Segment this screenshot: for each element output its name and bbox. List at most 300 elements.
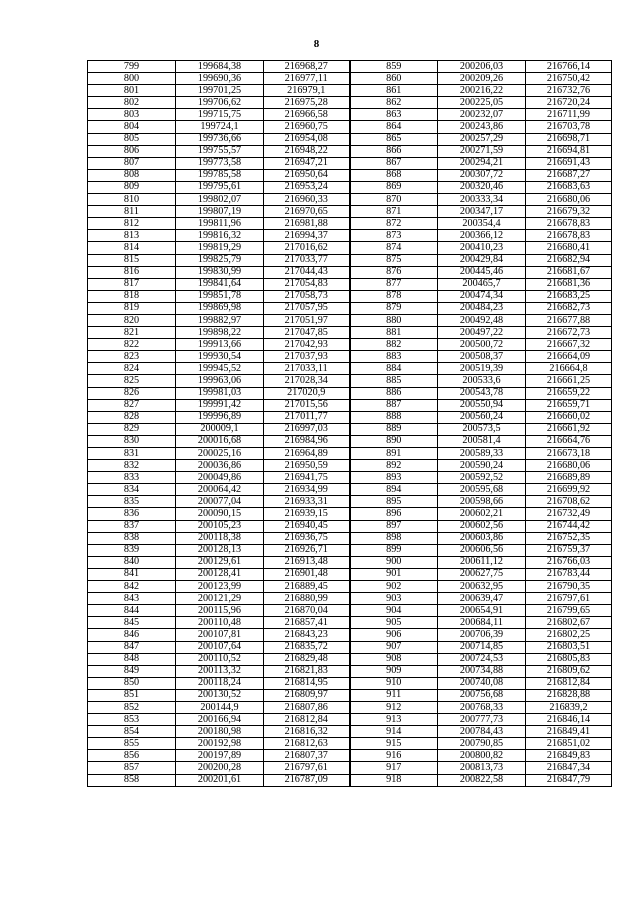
y-coordinate-right: 216682,94 xyxy=(526,254,612,266)
x-coordinate-right: 200714,85 xyxy=(438,641,526,653)
x-coordinate-right: 200445,46 xyxy=(438,266,526,278)
point-number-right: 888 xyxy=(350,411,438,423)
y-coordinate-left: 217011,77 xyxy=(264,411,350,423)
table-row xyxy=(88,314,612,326)
x-coordinate-left: 199701,25 xyxy=(176,85,264,97)
point-number-left: 834 xyxy=(88,484,176,496)
y-coordinate-right: 216720,24 xyxy=(526,97,612,109)
y-coordinate-left: 216948,22 xyxy=(264,145,350,157)
x-coordinate-left: 200129,61 xyxy=(176,556,264,568)
y-coordinate-left: 216901,48 xyxy=(264,568,350,580)
y-coordinate-right: 216691,43 xyxy=(526,157,612,169)
x-coordinate-right: 200225,05 xyxy=(438,97,526,109)
y-coordinate-right: 216698,71 xyxy=(526,133,612,145)
table-row xyxy=(88,351,612,363)
table-row xyxy=(88,617,612,629)
x-coordinate-left: 199825,79 xyxy=(176,254,264,266)
x-coordinate-left: 199913,66 xyxy=(176,339,264,351)
y-coordinate-right: 216849,83 xyxy=(526,750,612,762)
x-coordinate-right: 200800,82 xyxy=(438,750,526,762)
x-coordinate-left: 200115,96 xyxy=(176,605,264,617)
y-coordinate-left: 216816,32 xyxy=(264,726,350,738)
y-coordinate-left: 216913,48 xyxy=(264,556,350,568)
x-coordinate-right: 200740,08 xyxy=(438,677,526,689)
point-number-left: 846 xyxy=(88,629,176,641)
table-row xyxy=(88,568,612,580)
point-number-right: 867 xyxy=(350,157,438,169)
y-coordinate-right: 216783,44 xyxy=(526,568,612,580)
y-coordinate-right: 216802,25 xyxy=(526,629,612,641)
table-row xyxy=(88,556,612,568)
y-coordinate-left: 216939,15 xyxy=(264,508,350,520)
table-row xyxy=(88,605,612,617)
y-coordinate-right: 216699,92 xyxy=(526,484,612,496)
point-number-right: 906 xyxy=(350,629,438,641)
point-number-left: 853 xyxy=(88,714,176,726)
y-coordinate-right: 216703,78 xyxy=(526,121,612,133)
x-coordinate-left: 200144,9 xyxy=(176,701,264,713)
x-coordinate-left: 200130,52 xyxy=(176,689,264,701)
table-row xyxy=(88,460,612,472)
point-number-right: 876 xyxy=(350,266,438,278)
point-number-right: 918 xyxy=(350,774,438,786)
x-coordinate-right: 200602,56 xyxy=(438,520,526,532)
x-coordinate-left: 199830,99 xyxy=(176,266,264,278)
point-number-right: 862 xyxy=(350,97,438,109)
x-coordinate-right: 200706,39 xyxy=(438,629,526,641)
point-number-left: 808 xyxy=(88,169,176,181)
y-coordinate-right: 216766,03 xyxy=(526,556,612,568)
point-number-right: 899 xyxy=(350,544,438,556)
y-coordinate-right: 216828,88 xyxy=(526,689,612,701)
x-coordinate-right: 200573,5 xyxy=(438,423,526,435)
table-row xyxy=(88,653,612,665)
y-coordinate-right: 216847,34 xyxy=(526,762,612,774)
point-number-right: 889 xyxy=(350,423,438,435)
point-number-right: 908 xyxy=(350,653,438,665)
point-number-left: 841 xyxy=(88,568,176,580)
y-coordinate-right: 216680,06 xyxy=(526,460,612,472)
point-number-left: 843 xyxy=(88,593,176,605)
x-coordinate-left: 199981,03 xyxy=(176,387,264,399)
x-coordinate-right: 200484,23 xyxy=(438,302,526,314)
y-coordinate-right: 216812,84 xyxy=(526,677,612,689)
x-coordinate-left: 200192,98 xyxy=(176,738,264,750)
point-number-right: 864 xyxy=(350,121,438,133)
y-coordinate-left: 216977,11 xyxy=(264,73,350,85)
x-coordinate-right: 200206,03 xyxy=(438,61,526,73)
y-coordinate-left: 217054,83 xyxy=(264,278,350,290)
x-coordinate-right: 200560,24 xyxy=(438,411,526,423)
x-coordinate-right: 200257,29 xyxy=(438,133,526,145)
x-coordinate-right: 200813,73 xyxy=(438,762,526,774)
x-coordinate-left: 199819,29 xyxy=(176,242,264,254)
y-coordinate-left: 216979,1 xyxy=(264,85,350,97)
y-coordinate-right: 216732,49 xyxy=(526,508,612,520)
table-row xyxy=(88,581,612,593)
x-coordinate-right: 200320,46 xyxy=(438,181,526,193)
page-number: 8 xyxy=(313,38,320,50)
coordinates-table-body xyxy=(88,61,612,787)
x-coordinate-left: 199690,36 xyxy=(176,73,264,85)
point-number-right: 881 xyxy=(350,327,438,339)
point-number-left: 813 xyxy=(88,230,176,242)
table-row xyxy=(88,133,612,145)
x-coordinate-right: 200639,47 xyxy=(438,593,526,605)
point-number-left: 836 xyxy=(88,508,176,520)
y-coordinate-right: 216678,83 xyxy=(526,230,612,242)
y-coordinate-right: 216687,27 xyxy=(526,169,612,181)
point-number-right: 910 xyxy=(350,677,438,689)
point-number-right: 894 xyxy=(350,484,438,496)
y-coordinate-left: 216889,45 xyxy=(264,581,350,593)
x-coordinate-right: 200822,58 xyxy=(438,774,526,786)
table-row xyxy=(88,593,612,605)
point-number-right: 896 xyxy=(350,508,438,520)
point-number-left: 809 xyxy=(88,181,176,193)
table-row xyxy=(88,61,612,73)
y-coordinate-left: 217020,9 xyxy=(264,387,350,399)
point-number-left: 816 xyxy=(88,266,176,278)
table-row xyxy=(88,218,612,230)
point-number-right: 916 xyxy=(350,750,438,762)
point-number-left: 806 xyxy=(88,145,176,157)
point-number-right: 914 xyxy=(350,726,438,738)
y-coordinate-left: 216812,84 xyxy=(264,714,350,726)
x-coordinate-left: 199898,22 xyxy=(176,327,264,339)
x-coordinate-right: 200519,39 xyxy=(438,363,526,375)
x-coordinate-left: 200200,28 xyxy=(176,762,264,774)
point-number-right: 866 xyxy=(350,145,438,157)
y-coordinate-left: 216954,08 xyxy=(264,133,350,145)
x-coordinate-right: 200734,88 xyxy=(438,665,526,677)
y-coordinate-right: 216839,2 xyxy=(526,701,612,713)
point-number-right: 878 xyxy=(350,290,438,302)
table-row xyxy=(88,73,612,85)
y-coordinate-left: 217058,73 xyxy=(264,290,350,302)
y-coordinate-left: 216835,72 xyxy=(264,641,350,653)
x-coordinate-right: 200216,22 xyxy=(438,85,526,97)
y-coordinate-left: 216950,64 xyxy=(264,169,350,181)
x-coordinate-right: 200410,23 xyxy=(438,242,526,254)
table-row xyxy=(88,399,612,411)
y-coordinate-right: 216677,88 xyxy=(526,314,612,326)
x-coordinate-left: 200009,1 xyxy=(176,423,264,435)
x-coordinate-left: 200036,86 xyxy=(176,460,264,472)
y-coordinate-left: 216807,37 xyxy=(264,750,350,762)
y-coordinate-right: 216849,41 xyxy=(526,726,612,738)
point-number-right: 859 xyxy=(350,61,438,73)
point-number-left: 845 xyxy=(88,617,176,629)
x-coordinate-left: 199795,61 xyxy=(176,181,264,193)
table-row xyxy=(88,169,612,181)
y-coordinate-left: 217037,93 xyxy=(264,351,350,363)
x-coordinate-right: 200474,34 xyxy=(438,290,526,302)
point-number-right: 869 xyxy=(350,181,438,193)
x-coordinate-right: 200768,33 xyxy=(438,701,526,713)
y-coordinate-right: 216708,62 xyxy=(526,496,612,508)
y-coordinate-right: 216678,83 xyxy=(526,218,612,230)
table-row xyxy=(88,435,612,447)
point-number-right: 883 xyxy=(350,351,438,363)
point-number-right: 873 xyxy=(350,230,438,242)
point-number-right: 882 xyxy=(350,339,438,351)
table-row xyxy=(88,544,612,556)
x-coordinate-left: 200123,99 xyxy=(176,581,264,593)
x-coordinate-right: 200500,72 xyxy=(438,339,526,351)
point-number-right: 907 xyxy=(350,641,438,653)
point-number-right: 872 xyxy=(350,218,438,230)
table-row xyxy=(88,327,612,339)
x-coordinate-left: 199807,19 xyxy=(176,206,264,218)
table-row xyxy=(88,97,612,109)
point-number-right: 877 xyxy=(350,278,438,290)
y-coordinate-right: 216752,35 xyxy=(526,532,612,544)
point-number-right: 884 xyxy=(350,363,438,375)
point-number-left: 832 xyxy=(88,460,176,472)
point-number-right: 900 xyxy=(350,556,438,568)
point-number-right: 909 xyxy=(350,665,438,677)
x-coordinate-right: 200232,07 xyxy=(438,109,526,121)
y-coordinate-right: 216664,76 xyxy=(526,435,612,447)
y-coordinate-right: 216661,92 xyxy=(526,423,612,435)
y-coordinate-left: 216975,28 xyxy=(264,97,350,109)
table-row xyxy=(88,278,612,290)
table-row xyxy=(88,629,612,641)
y-coordinate-right: 216711,99 xyxy=(526,109,612,121)
x-coordinate-left: 199945,52 xyxy=(176,363,264,375)
y-coordinate-right: 216851,02 xyxy=(526,738,612,750)
table-row xyxy=(88,109,612,121)
x-coordinate-right: 200627,75 xyxy=(438,568,526,580)
y-coordinate-left: 216814,95 xyxy=(264,677,350,689)
x-coordinate-left: 200025,16 xyxy=(176,448,264,460)
x-coordinate-right: 200790,85 xyxy=(438,738,526,750)
point-number-right: 887 xyxy=(350,399,438,411)
y-coordinate-right: 216750,42 xyxy=(526,73,612,85)
y-coordinate-right: 216797,61 xyxy=(526,593,612,605)
point-number-left: 857 xyxy=(88,762,176,774)
point-number-left: 827 xyxy=(88,399,176,411)
x-coordinate-left: 199755,57 xyxy=(176,145,264,157)
point-number-right: 893 xyxy=(350,472,438,484)
point-number-left: 807 xyxy=(88,157,176,169)
point-number-left: 812 xyxy=(88,218,176,230)
x-coordinate-right: 200784,43 xyxy=(438,726,526,738)
y-coordinate-left: 217033,77 xyxy=(264,254,350,266)
point-number-right: 917 xyxy=(350,762,438,774)
y-coordinate-left: 216968,27 xyxy=(264,61,350,73)
point-number-left: 849 xyxy=(88,665,176,677)
x-coordinate-left: 199816,32 xyxy=(176,230,264,242)
x-coordinate-right: 200598,66 xyxy=(438,496,526,508)
point-number-left: 826 xyxy=(88,387,176,399)
point-number-left: 811 xyxy=(88,206,176,218)
x-coordinate-right: 200724,53 xyxy=(438,653,526,665)
x-coordinate-left: 199869,98 xyxy=(176,302,264,314)
point-number-right: 861 xyxy=(350,85,438,97)
y-coordinate-right: 216790,35 xyxy=(526,581,612,593)
x-coordinate-left: 200128,41 xyxy=(176,568,264,580)
x-coordinate-left: 199684,38 xyxy=(176,61,264,73)
table-row xyxy=(88,701,612,713)
x-coordinate-right: 200581,4 xyxy=(438,435,526,447)
point-number-left: 833 xyxy=(88,472,176,484)
y-coordinate-right: 216847,79 xyxy=(526,774,612,786)
point-number-right: 902 xyxy=(350,581,438,593)
x-coordinate-left: 200118,38 xyxy=(176,532,264,544)
y-coordinate-right: 216679,32 xyxy=(526,206,612,218)
point-number-left: 822 xyxy=(88,339,176,351)
y-coordinate-left: 216807,86 xyxy=(264,701,350,713)
table-row xyxy=(88,689,612,701)
y-coordinate-right: 216681,67 xyxy=(526,266,612,278)
point-number-left: 800 xyxy=(88,73,176,85)
table-row xyxy=(88,181,612,193)
x-coordinate-left: 199724,1 xyxy=(176,121,264,133)
point-number-left: 815 xyxy=(88,254,176,266)
table-row xyxy=(88,145,612,157)
table-row xyxy=(88,121,612,133)
y-coordinate-right: 216766,14 xyxy=(526,61,612,73)
x-coordinate-left: 200180,98 xyxy=(176,726,264,738)
y-coordinate-right: 216732,76 xyxy=(526,85,612,97)
x-coordinate-right: 200429,84 xyxy=(438,254,526,266)
y-coordinate-left: 216966,58 xyxy=(264,109,350,121)
table-row xyxy=(88,472,612,484)
y-coordinate-right: 216673,18 xyxy=(526,448,612,460)
x-coordinate-left: 200064,42 xyxy=(176,484,264,496)
point-number-left: 829 xyxy=(88,423,176,435)
point-number-right: 865 xyxy=(350,133,438,145)
point-number-right: 904 xyxy=(350,605,438,617)
table-row xyxy=(88,339,612,351)
point-number-left: 804 xyxy=(88,121,176,133)
y-coordinate-left: 216950,59 xyxy=(264,460,350,472)
y-coordinate-right: 216846,14 xyxy=(526,714,612,726)
y-coordinate-right: 216759,37 xyxy=(526,544,612,556)
table-row xyxy=(88,157,612,169)
point-number-right: 874 xyxy=(350,242,438,254)
point-number-left: 825 xyxy=(88,375,176,387)
y-coordinate-left: 216936,75 xyxy=(264,532,350,544)
y-coordinate-right: 216802,67 xyxy=(526,617,612,629)
point-number-right: 885 xyxy=(350,375,438,387)
point-number-left: 837 xyxy=(88,520,176,532)
point-number-right: 911 xyxy=(350,689,438,701)
table-row xyxy=(88,508,612,520)
x-coordinate-left: 199882,97 xyxy=(176,314,264,326)
y-coordinate-left: 216960,33 xyxy=(264,194,350,206)
point-number-left: 850 xyxy=(88,677,176,689)
point-number-right: 905 xyxy=(350,617,438,629)
point-number-right: 870 xyxy=(350,194,438,206)
table-row xyxy=(88,423,612,435)
point-number-left: 828 xyxy=(88,411,176,423)
x-coordinate-right: 200611,12 xyxy=(438,556,526,568)
x-coordinate-right: 200347,17 xyxy=(438,206,526,218)
table-row xyxy=(88,484,612,496)
x-coordinate-right: 200354,4 xyxy=(438,218,526,230)
y-coordinate-left: 217047,85 xyxy=(264,327,350,339)
point-number-right: 898 xyxy=(350,532,438,544)
x-coordinate-right: 200533,6 xyxy=(438,375,526,387)
point-number-left: 801 xyxy=(88,85,176,97)
y-coordinate-left: 217028,34 xyxy=(264,375,350,387)
point-number-left: 821 xyxy=(88,327,176,339)
x-coordinate-right: 200492,48 xyxy=(438,314,526,326)
point-number-right: 871 xyxy=(350,206,438,218)
point-number-right: 875 xyxy=(350,254,438,266)
y-coordinate-left: 216941,75 xyxy=(264,472,350,484)
x-coordinate-right: 200632,95 xyxy=(438,581,526,593)
point-number-left: 848 xyxy=(88,653,176,665)
point-number-right: 879 xyxy=(350,302,438,314)
x-coordinate-right: 200543,78 xyxy=(438,387,526,399)
point-number-right: 868 xyxy=(350,169,438,181)
y-coordinate-left: 216797,61 xyxy=(264,762,350,774)
point-number-right: 912 xyxy=(350,701,438,713)
y-coordinate-left: 216960,75 xyxy=(264,121,350,133)
point-number-right: 897 xyxy=(350,520,438,532)
table-row xyxy=(88,520,612,532)
x-coordinate-left: 200077,04 xyxy=(176,496,264,508)
y-coordinate-right: 216681,36 xyxy=(526,278,612,290)
y-coordinate-right: 216809,62 xyxy=(526,665,612,677)
table-row xyxy=(88,206,612,218)
y-coordinate-left: 217042,93 xyxy=(264,339,350,351)
y-coordinate-right: 216683,25 xyxy=(526,290,612,302)
y-coordinate-left: 216880,99 xyxy=(264,593,350,605)
table-row xyxy=(88,726,612,738)
table-row xyxy=(88,532,612,544)
point-number-left: 810 xyxy=(88,194,176,206)
x-coordinate-right: 200209,26 xyxy=(438,73,526,85)
point-number-right: 886 xyxy=(350,387,438,399)
x-coordinate-left: 199996,89 xyxy=(176,411,264,423)
y-coordinate-right: 216689,89 xyxy=(526,472,612,484)
y-coordinate-left: 216984,96 xyxy=(264,435,350,447)
y-coordinate-left: 216964,89 xyxy=(264,448,350,460)
point-number-left: 855 xyxy=(88,738,176,750)
table-row xyxy=(88,290,612,302)
table-row xyxy=(88,665,612,677)
y-coordinate-right: 216744,42 xyxy=(526,520,612,532)
table-row xyxy=(88,266,612,278)
point-number-left: 817 xyxy=(88,278,176,290)
y-coordinate-left: 216857,41 xyxy=(264,617,350,629)
x-coordinate-right: 200294,21 xyxy=(438,157,526,169)
x-coordinate-left: 200113,32 xyxy=(176,665,264,677)
x-coordinate-left: 199811,96 xyxy=(176,218,264,230)
x-coordinate-right: 200756,68 xyxy=(438,689,526,701)
y-coordinate-right: 216694,81 xyxy=(526,145,612,157)
x-coordinate-left: 199715,75 xyxy=(176,109,264,121)
x-coordinate-left: 199930,54 xyxy=(176,351,264,363)
table-row xyxy=(88,387,612,399)
point-number-right: 891 xyxy=(350,448,438,460)
x-coordinate-left: 200128,13 xyxy=(176,544,264,556)
point-number-left: 819 xyxy=(88,302,176,314)
x-coordinate-left: 200197,89 xyxy=(176,750,264,762)
point-number-left: 820 xyxy=(88,314,176,326)
y-coordinate-left: 216970,65 xyxy=(264,206,350,218)
x-coordinate-right: 200333,34 xyxy=(438,194,526,206)
point-number-right: 880 xyxy=(350,314,438,326)
x-coordinate-right: 200603,86 xyxy=(438,532,526,544)
table-row xyxy=(88,677,612,689)
y-coordinate-left: 216994,37 xyxy=(264,230,350,242)
